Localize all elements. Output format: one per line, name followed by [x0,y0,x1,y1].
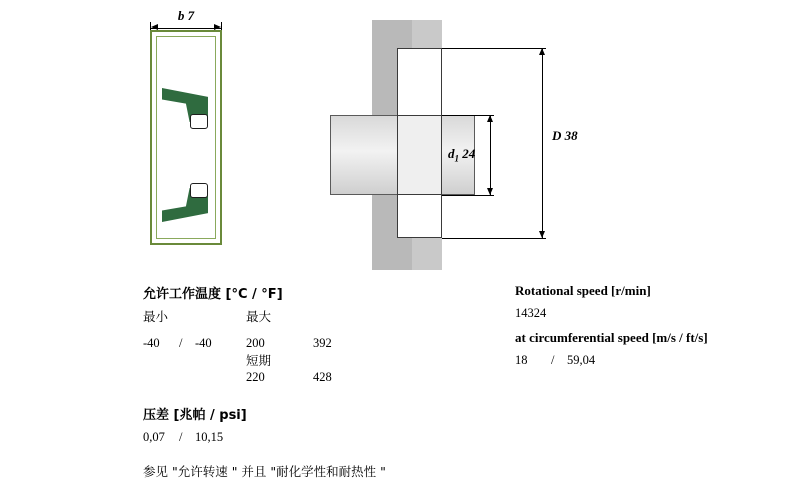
outer-dimension-label: D 38 [552,128,578,143]
pressure-value-psi: 10,15 [195,430,224,444]
circumferential-speed-heading: at circumferential speed [m/s / ft/s] [515,330,708,345]
temperature-min-fahrenheit: -40 [195,336,212,350]
temperature-max-header: 最大 [246,309,272,324]
outer-extension-bottom [442,238,546,239]
temperature-short-celsius: 220 [246,370,265,384]
temperature-short-term-row [143,352,473,369]
reference-note: 参见 "允许转速 " 并且 "耐化学性和耐热性 " [143,464,386,479]
temperature-short-term-values [143,369,473,386]
bore-dimension-symbol: d [448,146,455,161]
bore-arrow-down-icon [487,188,493,195]
bore-extension-bottom [442,195,494,196]
outer-arrow-down-icon [539,231,545,238]
width-dimension [150,8,222,32]
temperature-max-celsius: 200 [246,336,265,350]
temperature-min-separator: / [179,336,183,350]
temperature-values-row [143,335,473,352]
bore-dimension-value: 24 [462,146,476,161]
bore-extension-top [442,115,494,116]
rotational-speed-heading: Rotational speed [r/min] [515,283,651,298]
seal-bore-region [397,115,442,195]
pressure-value-mpa: 0,07 [143,430,165,444]
bore-arrow-up-icon [487,115,493,122]
pressure-values-row [143,429,473,446]
temperature-min-header: 最小 [143,309,169,324]
outer-dimension-line [542,48,543,238]
garter-spring-lower [190,183,208,198]
temperature-short-term-label: 短期 [246,353,272,368]
temperature-max-fahrenheit: 392 [313,336,332,350]
rotational-speed-value: 14324 [515,306,547,320]
temperature-short-fahrenheit: 428 [313,370,332,384]
circumferential-speed-values [515,352,785,369]
width-dimension-line [150,28,222,29]
width-dimension-label: b 7 [177,8,195,23]
speed-panel [515,283,785,369]
garter-spring-upper [190,114,208,129]
pressure-separator: / [179,430,183,444]
pressure-heading: 压差 [兆帕 / psi] [143,408,247,423]
seal-cross-section [150,30,230,245]
temperature-column-headers [143,308,473,325]
outer-extension-top [442,48,546,49]
assembly-drawing [320,20,590,270]
circumferential-speed-ms: 18 [515,353,528,367]
temperature-heading: 允许工作温度 [°C / °F] [143,287,283,302]
bore-dimension-subscript: 1 [454,153,459,164]
bore-dimension-label [448,146,475,164]
circumferential-speed-separator: / [551,353,555,367]
temperature-and-pressure-panel [143,283,473,480]
temperature-min-celsius: -40 [143,336,160,350]
outer-arrow-up-icon [539,48,545,55]
circumferential-speed-fts: 59,04 [567,353,596,367]
bore-dimension-line [490,115,491,195]
